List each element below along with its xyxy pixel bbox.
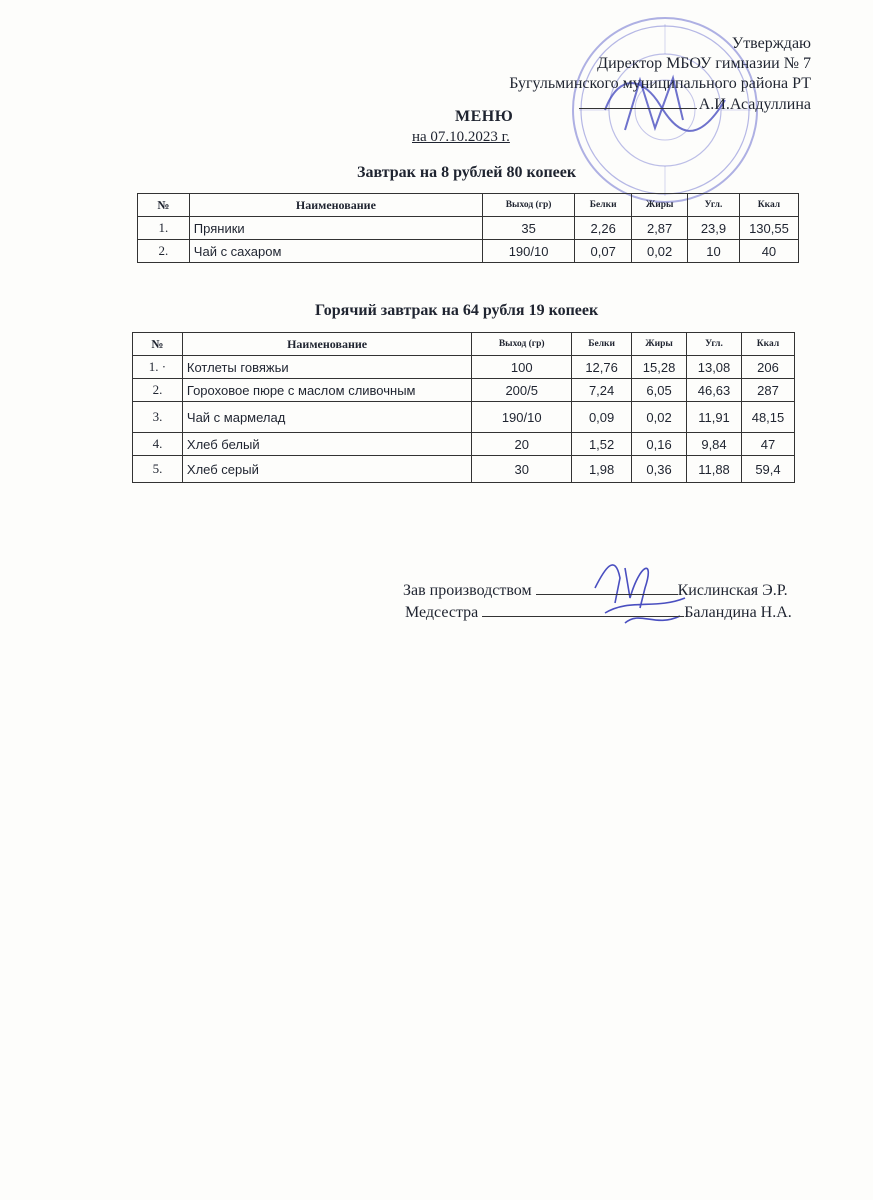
- hot-breakfast-table: [132, 332, 795, 483]
- signature-underline: [579, 94, 697, 109]
- dish-yield: 190/10: [482, 240, 574, 263]
- col-kcal: Ккал: [739, 194, 798, 217]
- col-yield: Выход (гр): [472, 333, 572, 356]
- director-name: А.И.Асадуллина: [698, 96, 811, 113]
- document-title: МЕНЮ: [455, 108, 514, 125]
- dish-carbs: 13,08: [687, 356, 742, 379]
- dish-carbs: 11,88: [687, 456, 742, 483]
- dish-yield: 30: [472, 456, 572, 483]
- row-index: 4.: [133, 433, 183, 456]
- table-header-row: [138, 194, 799, 217]
- dish-carbs: 46,63: [687, 379, 742, 402]
- production-name: Кислинская Э.Р.: [677, 582, 788, 599]
- breakfast-title: Завтрак на 8 рублей 80 копеек: [357, 164, 577, 181]
- production-signature-line: [536, 580, 678, 595]
- approval-block: [509, 34, 811, 115]
- row-index: 5.: [133, 456, 183, 483]
- dish-carbs: 11,91: [687, 402, 742, 433]
- table-row: [138, 240, 799, 263]
- row-index: 3.: [133, 402, 183, 433]
- dish-kcal: 206: [741, 356, 794, 379]
- nurse-signature-line: [482, 602, 684, 617]
- nurse-name: Баландина Н.А.: [684, 604, 792, 621]
- dish-name: Хлеб серый: [182, 456, 471, 483]
- production-label: Зав производством: [403, 582, 532, 599]
- dish-carbs: 9,84: [687, 433, 742, 456]
- row-index: 1.: [138, 217, 190, 240]
- dish-protein: 7,24: [572, 379, 632, 402]
- dish-name: Чай с мармелад: [182, 402, 471, 433]
- table-row: [133, 456, 795, 483]
- col-yield: Выход (гр): [482, 194, 574, 217]
- dish-yield: 200/5: [472, 379, 572, 402]
- table-row: [133, 433, 795, 456]
- dish-fat: 6,05: [632, 379, 687, 402]
- dish-protein: 2,26: [575, 217, 632, 240]
- col-fat: Жиры: [632, 194, 688, 217]
- dish-yield: 20: [472, 433, 572, 456]
- col-name: Наименование: [189, 194, 482, 217]
- table-row: [133, 379, 795, 402]
- row-index: 2.: [133, 379, 183, 402]
- dish-kcal: 59,4: [741, 456, 794, 483]
- dish-protein: 1,98: [572, 456, 632, 483]
- dish-protein: 0,09: [572, 402, 632, 433]
- dish-name: Чай с сахаром: [189, 240, 482, 263]
- col-carbs: Угл.: [688, 194, 740, 217]
- col-carbs: Угл.: [687, 333, 742, 356]
- dish-fat: 15,28: [632, 356, 687, 379]
- dish-fat: 0,36: [632, 456, 687, 483]
- dish-fat: 0,02: [632, 240, 688, 263]
- table-header-row: [133, 333, 795, 356]
- dish-fat: 0,02: [632, 402, 687, 433]
- dish-carbs: 23,9: [688, 217, 740, 240]
- dish-yield: 35: [482, 217, 574, 240]
- col-protein: Белки: [575, 194, 632, 217]
- dish-kcal: 130,55: [739, 217, 798, 240]
- breakfast-table: [137, 193, 799, 263]
- dish-protein: 0,07: [575, 240, 632, 263]
- col-number: №: [138, 194, 190, 217]
- dish-fat: 0,16: [632, 433, 687, 456]
- dish-name: Гороховое пюре с маслом сливочным: [182, 379, 471, 402]
- dish-yield: 100: [472, 356, 572, 379]
- dish-carbs: 10: [688, 240, 740, 263]
- dish-protein: 1,52: [572, 433, 632, 456]
- col-kcal: Ккал: [741, 333, 794, 356]
- dish-name: Пряники: [189, 217, 482, 240]
- dish-kcal: 40: [739, 240, 798, 263]
- nurse-signature-row: [405, 602, 792, 623]
- table-row: [138, 217, 799, 240]
- col-number: №: [133, 333, 183, 356]
- row-index: 1. ·: [133, 356, 183, 379]
- hot-breakfast-title: Горячий завтрак на 64 рубля 19 копеек: [315, 302, 599, 319]
- director-position: Директор МБОУ гимназии № 7: [597, 55, 811, 72]
- approve-label: Утверждаю: [731, 35, 811, 52]
- director-signature-line: [509, 94, 811, 115]
- dish-yield: 190/10: [472, 402, 572, 433]
- table-row: [133, 402, 795, 433]
- row-index: 2.: [138, 240, 190, 263]
- dish-kcal: 287: [741, 379, 794, 402]
- table-row: [133, 356, 795, 379]
- document-date: на 07.10.2023 г.: [412, 129, 510, 145]
- district-line: Бугульминского муниципального района РТ: [509, 75, 811, 92]
- dish-kcal: 48,15: [741, 402, 794, 433]
- dish-name: Котлеты говяжьи: [182, 356, 471, 379]
- production-signature-row: [403, 580, 788, 601]
- col-name: Наименование: [182, 333, 471, 356]
- col-protein: Белки: [572, 333, 632, 356]
- dish-protein: 12,76: [572, 356, 632, 379]
- dish-fat: 2,87: [632, 217, 688, 240]
- dish-name: Хлеб белый: [182, 433, 471, 456]
- nurse-label: Медсестра: [405, 604, 479, 621]
- col-fat: Жиры: [632, 333, 687, 356]
- dish-kcal: 47: [741, 433, 794, 456]
